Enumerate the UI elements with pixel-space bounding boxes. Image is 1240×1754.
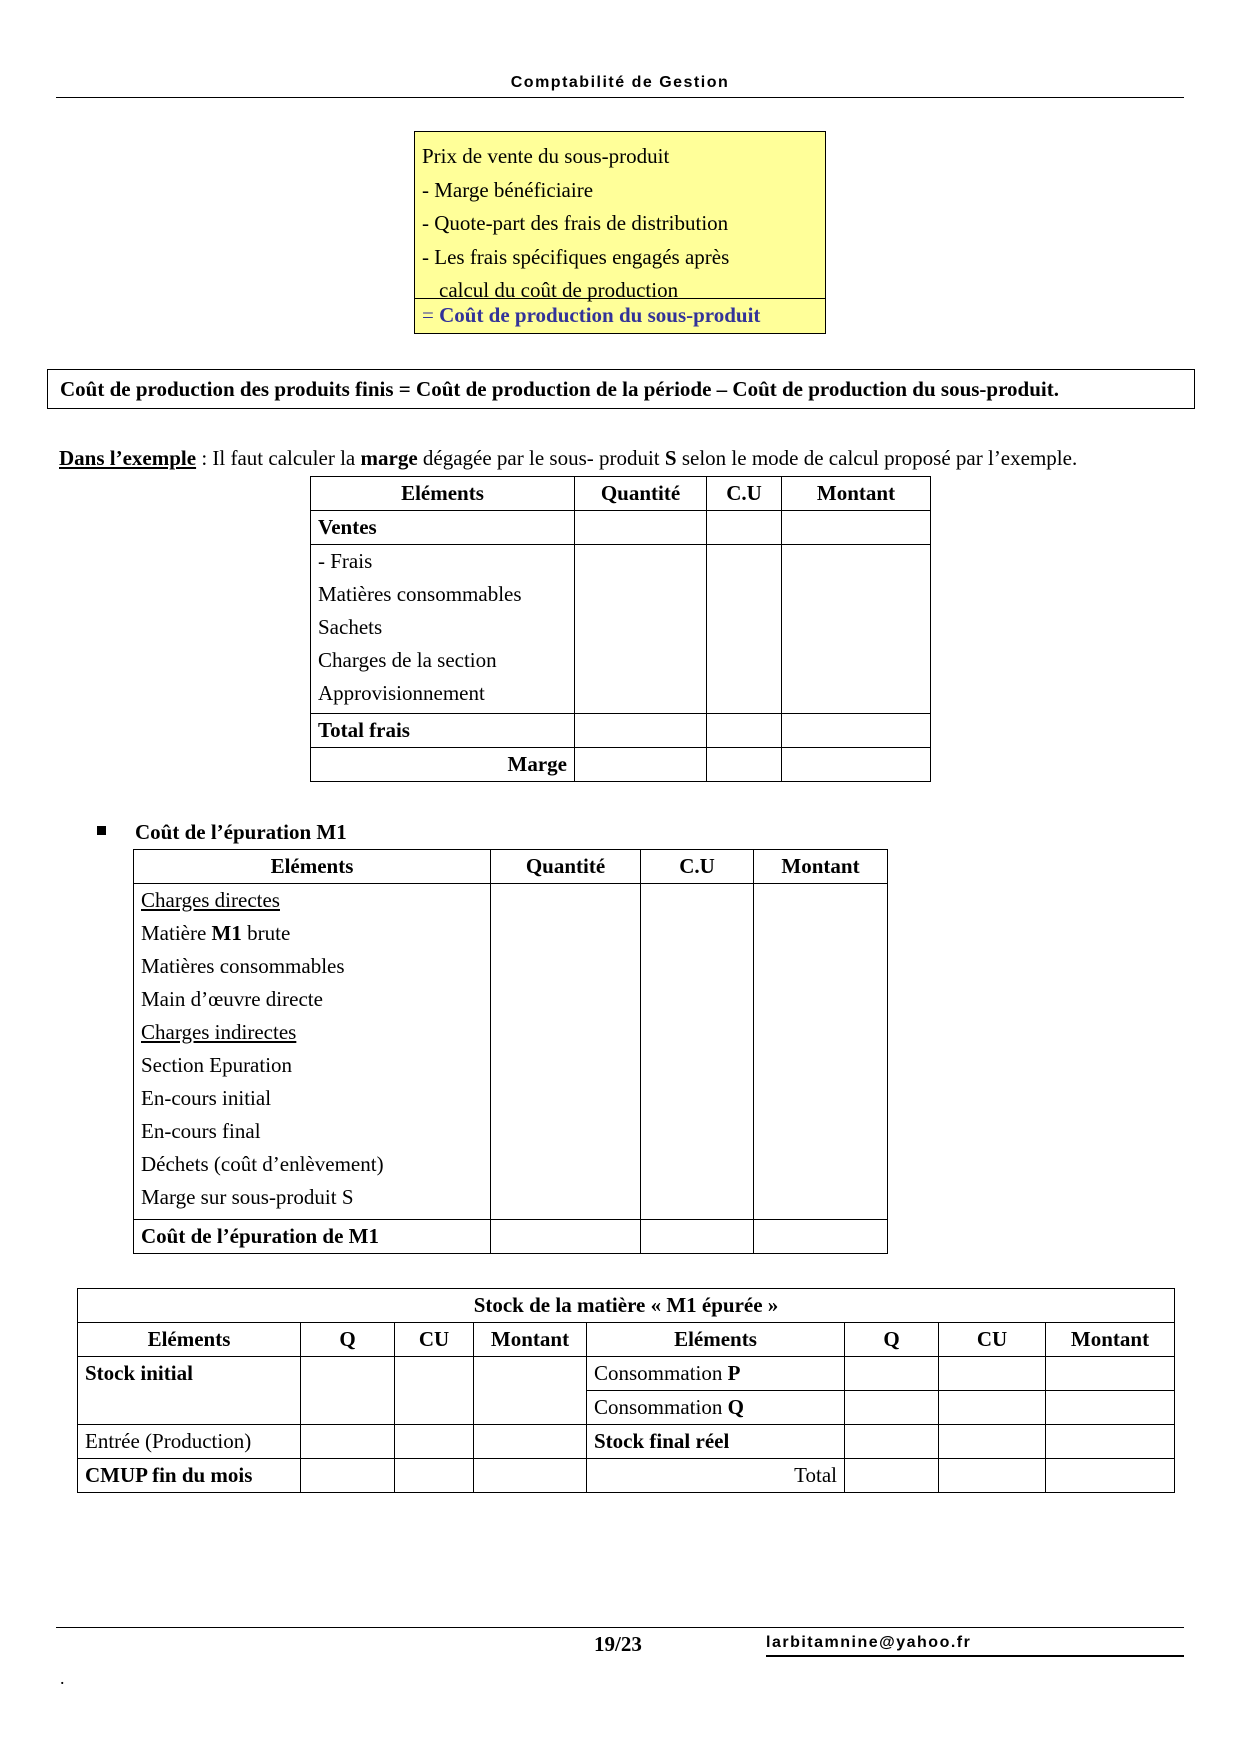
purification-cost-table [133, 849, 888, 1254]
col-header: CU [395, 1323, 474, 1357]
example-intro: Dans l’exemple : Il faut calculer la marge dégagée par le sous- produit S selon le mode de calcul proposé par l’exemple. [59, 446, 1078, 470]
col-header: C.U [641, 850, 754, 884]
cell [474, 1459, 587, 1493]
cell [939, 1425, 1046, 1459]
cell [491, 1220, 641, 1254]
box-line: - Marge bénéficiaire [422, 177, 594, 202]
cell [395, 1357, 474, 1425]
cell [939, 1459, 1046, 1493]
box-line: calcul du coût de production [439, 278, 679, 302]
row-label: Marge [311, 748, 575, 782]
cell [301, 1425, 395, 1459]
row-label: Stock final réel [587, 1425, 845, 1459]
row-label: Total frais [311, 714, 575, 748]
cell [575, 714, 707, 748]
cell [641, 884, 754, 1220]
subproduct-cost-box [414, 131, 826, 334]
row-label: Entrée (Production) [78, 1425, 301, 1459]
stock-table [77, 1288, 1175, 1493]
row-label: Ventes [311, 511, 575, 545]
box-result: = Coût de production du sous-produit [415, 298, 825, 333]
cell [1046, 1391, 1175, 1425]
cell [575, 545, 707, 714]
finished-product-cost-formula: Coût de production des produits finis = Coût de production de la période – Coût de production du sous-produit. [47, 369, 1195, 409]
col-header: Quantité [575, 477, 707, 511]
cell [782, 714, 931, 748]
col-header: Eléments [587, 1323, 845, 1357]
cell [1046, 1425, 1175, 1459]
cell [845, 1391, 939, 1425]
cell [782, 511, 931, 545]
page-number: 19/23 [594, 1632, 642, 1656]
row-label: CMUP fin du mois [78, 1459, 301, 1493]
cell [301, 1459, 395, 1493]
cell [939, 1391, 1046, 1425]
col-header: Eléments [311, 477, 575, 511]
row-label: Consommation Q [587, 1391, 845, 1425]
col-header: CU [939, 1323, 1046, 1357]
cell [782, 545, 931, 714]
cell [754, 1220, 888, 1254]
cell [575, 511, 707, 545]
cell [491, 884, 641, 1220]
stock-table-title: Stock de la matière « M1 épurée » [78, 1289, 1175, 1323]
page-header-title: Comptabilité de Gestion [510, 74, 730, 91]
bullet-icon [97, 826, 106, 835]
col-header: Montant [754, 850, 888, 884]
col-header: Q [301, 1323, 395, 1357]
row-label: Coût de l’épuration de M1 [134, 1220, 491, 1254]
cell [845, 1425, 939, 1459]
col-header: Eléments [78, 1323, 301, 1357]
footer-underline [766, 1655, 1184, 1657]
col-header: Quantité [491, 850, 641, 884]
row-label: Consommation P [587, 1357, 845, 1391]
footer-rule [56, 1627, 1184, 1628]
col-header: C.U [707, 477, 782, 511]
col-header: Montant [474, 1323, 587, 1357]
margin-table [310, 476, 931, 782]
cell [474, 1425, 587, 1459]
section-title: Coût de l’épuration M1 [135, 820, 347, 844]
footer-dot: . [60, 1668, 65, 1688]
cell [301, 1357, 395, 1425]
cell [845, 1357, 939, 1391]
cell [575, 748, 707, 782]
cost-lines: Charges directes Matière M1 brute Matières consommables Main d’œuvre directe Charges indirectes Section Epuration En-cours initial En-cours final Déchets (coût d’enlèvement) Marge sur sous-produit S [134, 884, 491, 1220]
cell [845, 1459, 939, 1493]
row-label: Total [587, 1459, 845, 1493]
cell [939, 1357, 1046, 1391]
col-header: Montant [1046, 1323, 1175, 1357]
cell [474, 1357, 587, 1425]
cell [782, 748, 931, 782]
cell [641, 1220, 754, 1254]
col-header: Montant [782, 477, 931, 511]
cell [707, 748, 782, 782]
box-line: - Les frais spécifiques engagés après [422, 244, 730, 269]
cell [754, 884, 888, 1220]
example-label: Dans l’exemple [59, 446, 197, 470]
cell [707, 545, 782, 714]
box-line: Prix de vente du sous-produit [422, 144, 670, 168]
header-rule [56, 97, 1184, 98]
col-header: Q [845, 1323, 939, 1357]
cell [1046, 1459, 1175, 1493]
cell [395, 1459, 474, 1493]
row-label: Stock initial [78, 1357, 301, 1425]
cell [707, 511, 782, 545]
frais-lines: - Frais Matières consommables Sachets Charges de la section Approvisionnement [311, 545, 575, 714]
cell [395, 1425, 474, 1459]
cell [707, 714, 782, 748]
col-header: Eléments [134, 850, 491, 884]
footer-email: larbitamnine@yahoo.fr [766, 1634, 972, 1651]
cell [1046, 1357, 1175, 1391]
box-line: - Quote-part des frais de distribution [422, 211, 729, 235]
